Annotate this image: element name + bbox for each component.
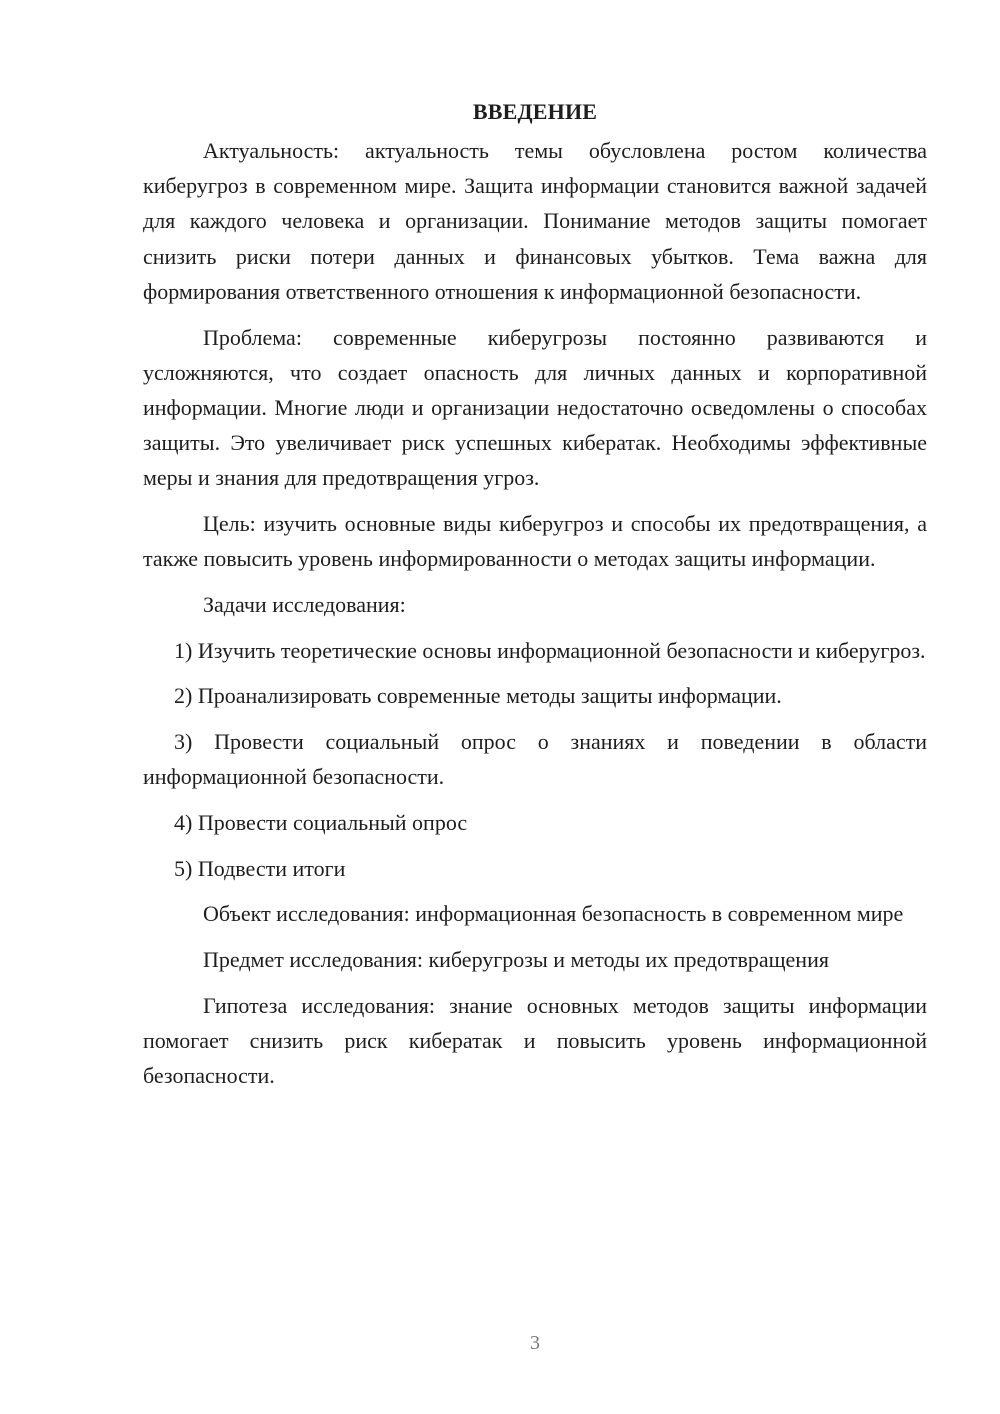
hypothesis-paragraph: Гипотеза исследования: знание основных методов защиты информации помогает снизить риск кибератак и повысить уровень информационной безопасности. (143, 992, 927, 1089)
relevance-paragraph: Актуальность: актуальность темы обусловлена ростом количества киберугроз в современном мире. Защита информации становится важной задачей для каждого человека и организации. Понимание методов защиты помогает снизить риски потери данных и финансовых убытков. Тема важна для формирования ответственного отношения к информационной безопасности. (143, 138, 927, 304)
object-paragraph: Объект исследования: информационная безопасность в современном мире (203, 901, 904, 927)
task-item-3: 3) Провести социальный опрос о знаниях и поведении в области информационной безопасности. (143, 729, 927, 790)
subject-paragraph: Предмет исследования: киберугрозы и методы их предотвращения (203, 947, 829, 973)
task-item-5: 5) Подвести итоги (174, 855, 346, 881)
page-body (143, 96, 927, 1093)
section-heading: ВВЕДЕНИЕ (472, 99, 598, 124)
task-item-1: 1) Изучить теоретические основы информационной безопасности и киберугроз. (174, 637, 926, 663)
task-item-4: 4) Провести социальный опрос (174, 809, 468, 835)
task-item-2: 2) Проанализировать современные методы защиты информации. (174, 683, 782, 709)
tasks-heading: Задачи исследования: (203, 591, 406, 617)
page-number: 3 (530, 1332, 540, 1354)
goal-paragraph: Цель: изучить основные виды киберугроз и способы их предотвращения, а также повысить уровень информированности о методах защиты информации. (143, 511, 927, 572)
problem-paragraph: Проблема: современные киберугрозы постоянно развиваются и усложняются, что создает опасность для личных данных и корпоративной информации. Многие люди и организации недостаточно осведомлены о способах защиты. Это увеличивает риск успешных кибератак. Необходимы эффективные меры и знания для предотвращения угроз. (143, 324, 927, 491)
